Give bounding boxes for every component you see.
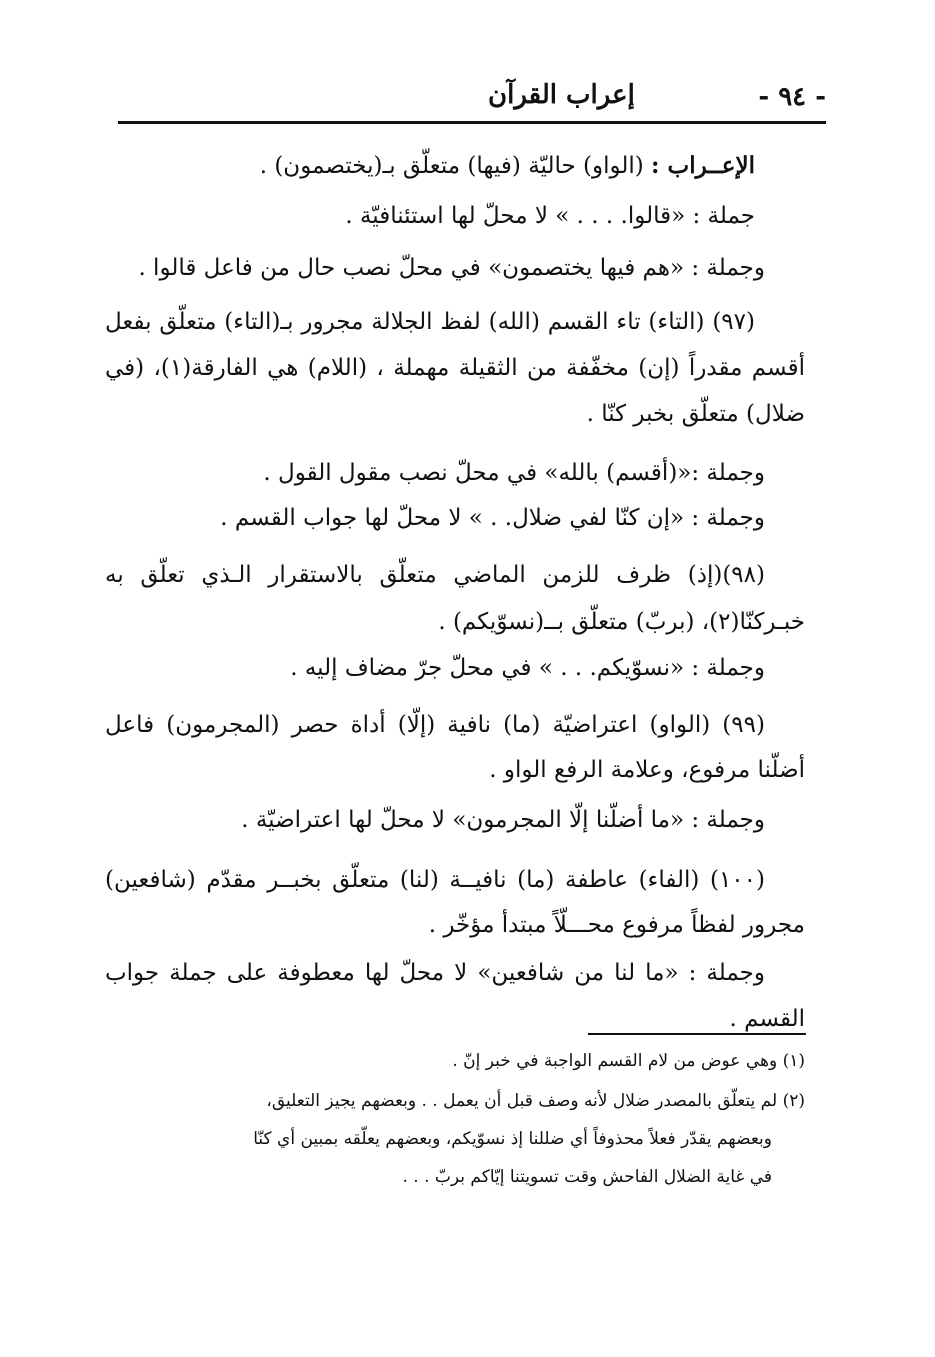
page-header [118, 78, 826, 122]
body-line-9: (٩٨)(إذ) ظرف للزمن الماضي متعلّق بالاستقرار الـذي تعلّق به [105, 562, 765, 588]
running-title: إعراب القرآن [488, 80, 635, 110]
footnote-2-line-1: (٢) لم يتعلّق بالمصدر ضلال لأنه وصف قبل أن يعمل . . وبعضهم يجيز التعليق، [266, 1091, 805, 1111]
footnote-2-line-3: في غاية الضلال الفاحش وقت تسويتنا إيّاكم بربّ . . . [402, 1167, 772, 1187]
irab-label: الإعــراب : [651, 152, 755, 179]
body-line-18: القسم . [729, 1006, 805, 1032]
footnote-2-line-2: وبعضهم يقدّر فعلاً محذوفاً أي ضللنا إذ نسوّيكم، وبعضهم يعلّقه بمبين أي كنّا [253, 1129, 772, 1149]
body-line-16: مجرور لفظاً مرفوع محـــلّاً مبتدأ مؤخّر . [428, 912, 805, 938]
body-line-2: جملة : «قالوا. . . . » لا محلّ لها استئنافيّة . [345, 203, 755, 229]
footnote-separator [588, 1033, 806, 1035]
body-line-4: (٩٧) (التاء) تاء القسم (الله) لفظ الجلالة مجرور بـ(التاء) متعلّق بفعل [105, 309, 755, 335]
body-line-8: وجملة : «إن كنّا لفي ضلال. . » لا محلّ لها جواب القسم . [220, 505, 765, 531]
header-rule [118, 121, 826, 124]
body-line-14: وجملة : «ما أضلّنا إلّا المجرمون» لا محلّ لها اعتراضيّة . [241, 807, 765, 833]
footnote-1: (١) وهي عوض من لام القسم الواجبة في خبر إنّ . [452, 1051, 805, 1071]
body-line-17: وجملة : «ما لنا من شافعين» لا محلّ لها معطوفة على جملة جواب [105, 960, 765, 986]
body-line-5: أقسم مقدراً (إن) مخفّفة من الثقيلة مهملة ، (اللام) هي الفارقة(١)، (في [105, 355, 805, 381]
body-line-1 [260, 148, 755, 184]
body-line-15: (١٠٠) (الفاء) عاطفة (ما) نافيــة (لنا) متعلّق بخبــر مقدّم (شافعين) [105, 867, 765, 893]
page-number: - ٩٤ - [758, 82, 826, 112]
body-line-11: وجملة : «نسوّيكم. . . » في محلّ جرّ مضاف إليه . [290, 655, 765, 681]
body-line-10: خبـركنّا(٢)، (بربّ) متعلّق بــ(نسوّيكم) . [438, 609, 805, 635]
body-line-3: وجملة : «هم فيها يختصمون» في محلّ نصب حال من فاعل قالوا . [138, 255, 765, 281]
body-line-13: أضلّنا مرفوع، وعلامة الرفع الواو . [489, 757, 805, 783]
body-line-7: وجملة :«(أقسم) بالله» في محلّ نصب مقول القول . [263, 460, 765, 486]
irab-text: (الواو) حاليّة (فيها) متعلّق بـ(يختصمون) . [259, 153, 644, 179]
body-line-6: ضلال) متعلّق بخبر كنّا . [586, 401, 805, 427]
body-line-12: (٩٩) (الواو) اعتراضيّة (ما) نافية (إلّا) أداة حصر (المجرمون) فاعل [105, 712, 765, 738]
